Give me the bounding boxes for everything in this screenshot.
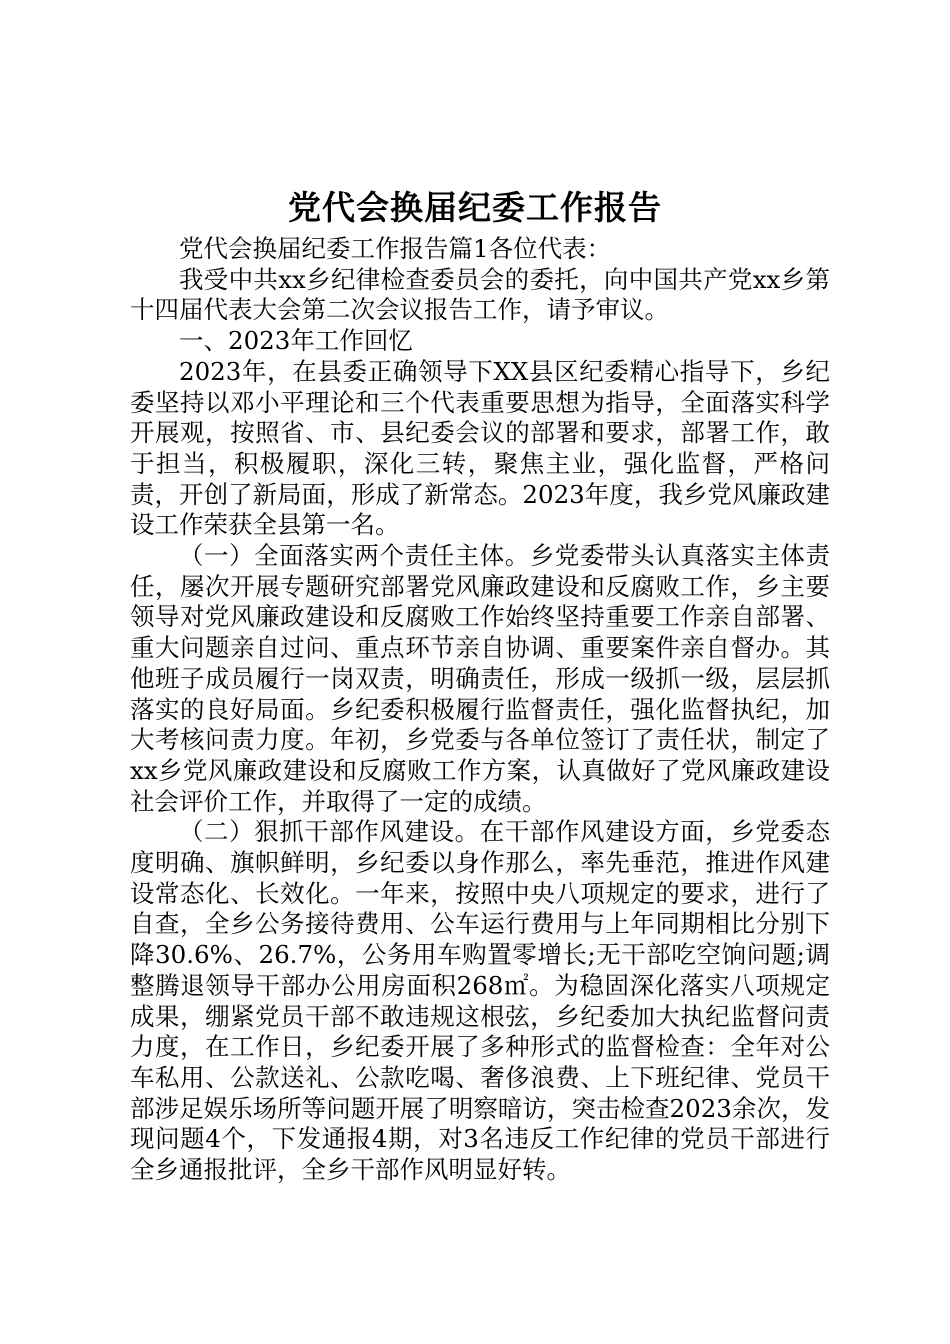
section-heading: 一、2023年工作回忆 — [179, 326, 413, 356]
paragraph-work-style: （二）狠抓干部作风建设。在干部作风建设方面，乡党委态度明确、旗帜鲜明，乡纪委以身作那么，率先垂范，推进作风建设常态化、长效化。一年来，按照中央八项规定的要求，进行了自查，全乡公务接待费用、公车运行费用与上年同期相比分别下降30.6%、26.7%，公务用车购置零增长;无干部吃空饷问题;调整腾退领导干部办公用房面积268㎡。为稳固深化落实八项规定成果，绷紧党员干部不敢违规这根弦，乡纪委加大执纪监督问责力度，在工作日，乡纪委开展了多种形式的监督检查：全年对公车私用、公款送礼、公款吃喝、奢侈浪费、上下班纪律、党员干部涉足娱乐场所等问题开展了明察暗访，突击检查2023余次，发现问题4个，下发通报4期，对3名违反工作纪律的党员干部进行全乡通报批评，全乡干部作风明显好转。 — [130, 817, 830, 1185]
paragraph-intro: 党代会换届纪委工作报告篇1各位代表： — [179, 234, 612, 263]
paragraph-opening: 我受中共xx乡纪律检查委员会的委托，向中国共产党xx乡第十四届代表大会第二次会议报告工作，请予审议。 — [130, 264, 830, 325]
paragraph-overview: 2023年，在县委正确领导下XX县区纪委精心指导下，乡纪委坚持以邓小平理论和三个代表重要思想为指导，全面落实科学开展观，按照省、市、县纪委会议的部署和要求，部署工作，敢于担当，积极履职，深化三转，聚焦主业，强化监督，严格问责，开创了新局面，形成了新常态。2023年度，我乡党风廉政建设工作荣获全县第一名。 — [130, 356, 830, 540]
paragraph-responsibility: （一）全面落实两个责任主体。乡党委带头认真落实主体责任，屡次开展专题研究部署党风廉政建设和反腐败工作，乡主要领导对党风廉政建设和反腐败工作始终坚持重要工作亲自部署、重大问题亲自过问、重点环节亲自协调、重要案件亲自督办。其他班子成员履行一岗双责，明确责任，形成一级抓一级，层层抓落实的良好局面。乡纪委积极履行监督责任，强化监督执纪，加大考核问责力度。年初，乡党委与各单位签订了责任状，制定了xx乡党风廉政建设和反腐败工作方案，认真做好了党风廉政建设社会评价工作，并取得了一定的成绩。 — [130, 541, 830, 816]
document-body — [130, 234, 830, 1186]
document-title: 党代会换届纪委工作报告 — [288, 188, 662, 227]
